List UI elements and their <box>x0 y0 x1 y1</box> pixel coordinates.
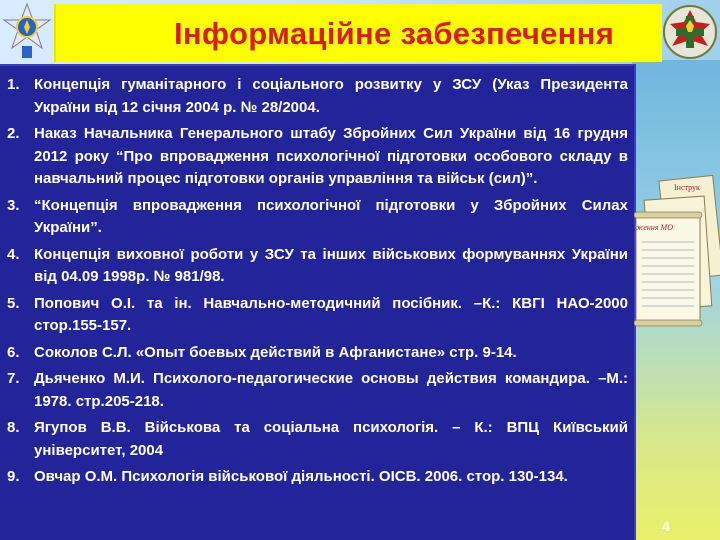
list-item-number: 2. <box>7 125 20 142</box>
list-item-text: Наказ Начальника Генерального штабу Збройних Сил України від 16 грудня 2012 року “Про впровадження психологічної підготовки особового складу в навчальний процес підготовки органів управління та військ (сил)”. <box>34 125 628 187</box>
list-item <box>0 74 636 119</box>
scroll-text-2: ження МО <box>636 223 673 232</box>
list-item <box>0 195 636 240</box>
list-item-text: “Концепція впровадження психологічної підготовки у Збройних Силах України”. <box>34 196 628 236</box>
slide-number: 4 <box>662 518 670 534</box>
list-item-text: Попович О.І. та ін. Навчально-методичний посібник. –К.: КВГІ НАО-2000 стор.155-157. <box>34 294 628 334</box>
references-list <box>0 74 636 493</box>
list-item <box>0 368 636 413</box>
list-item <box>0 342 636 365</box>
scroll-text-1: Інструк <box>674 183 700 192</box>
list-item-text: Концепція гуманітарного і соціального розвитку у ЗСУ (Указ Президента України від 12 січня 2004 р. № 28/2004. <box>34 76 628 116</box>
military-cross-emblem-icon <box>662 2 718 62</box>
list-item-number: 9. <box>7 468 20 485</box>
list-item <box>0 417 636 462</box>
references-panel <box>0 64 636 540</box>
list-item-number: 8. <box>7 419 20 436</box>
list-item-number: 3. <box>7 196 20 214</box>
page-title: Інформаційне забезпечення <box>174 16 615 51</box>
list-item-text: Овчар О.М. Психологія військової діяльності. ОІСВ. 2006. стор. 130-134. <box>34 468 568 485</box>
list-item <box>0 123 636 191</box>
armed-forces-emblem-icon <box>2 2 52 60</box>
list-item-number: 5. <box>7 294 20 312</box>
list-item <box>0 244 636 289</box>
list-item-text: Ягупов В.В. Військова та соціальна психологія. – К.: ВПЦ Київський університет, 2004 <box>34 419 628 459</box>
list-item <box>0 293 636 338</box>
list-item-number: 4. <box>7 245 20 263</box>
document-scrolls-illustration <box>634 168 720 328</box>
list-item-text: Дьяченко М.И. Психолого-педагогические основы действия командира. –М.: 1978. стр.205-218. <box>34 370 628 410</box>
list-item-text: Концепція виховної роботи у ЗСУ та інших військових формуваннях України від 04.09 1998р. № 981/98. <box>34 245 628 285</box>
list-item-number: 7. <box>7 370 20 387</box>
list-item-number: 6. <box>7 343 20 361</box>
title-bar <box>54 4 662 62</box>
list-item-text: Соколов С.Л. «Опыт боевых действий в Афганистане» стр. 9-14. <box>34 343 517 361</box>
list-item-number: 1. <box>7 76 20 93</box>
list-item <box>0 466 636 489</box>
